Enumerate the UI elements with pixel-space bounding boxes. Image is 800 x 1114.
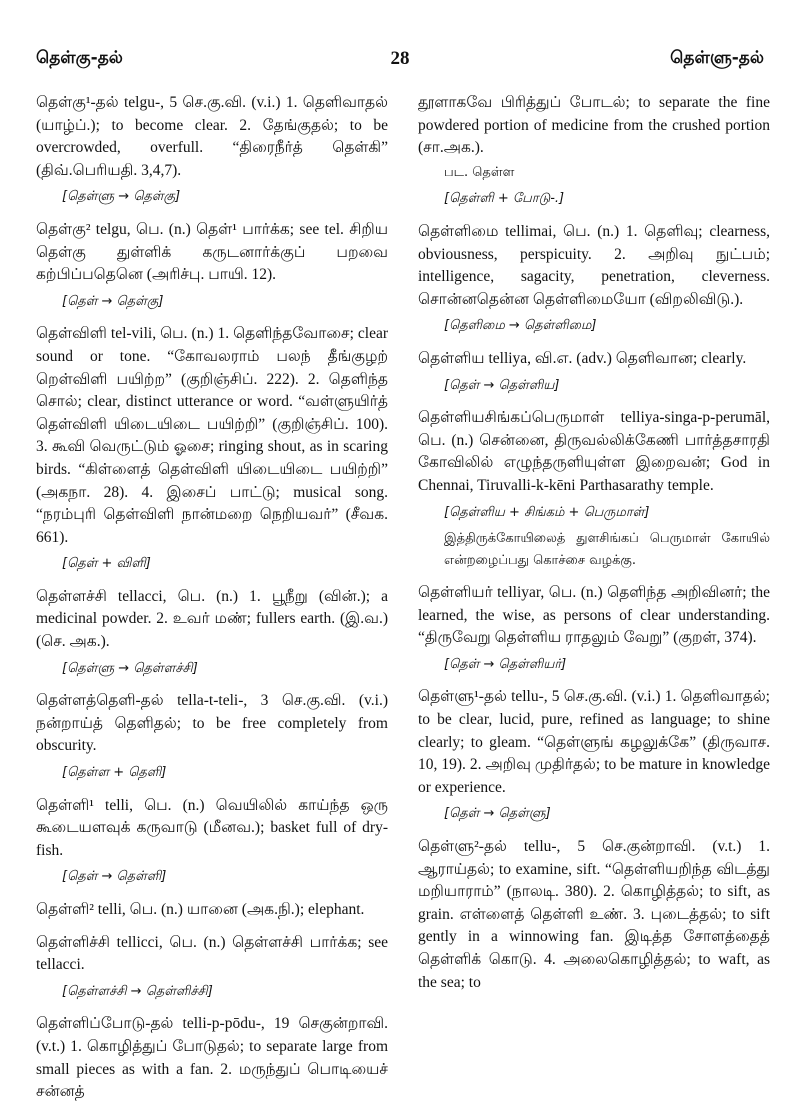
entry-body: தெள்ளியர் telliyar, பெ. (n.) தெளிந்த அறிவினர்; the learned, the wise, as persons of clear understanding. “திருவேறு தெள்ளிய ராதலும் வேறு” (குறள், 374).: [418, 584, 770, 647]
entry-body: தெள்ளிய telliya, வி.எ. (adv.) தெளிவான; clearly.: [418, 349, 747, 367]
entry-body: தெள்கு² telgu, பெ. (n.) தெள்¹ பார்க்க; see tel. சிறிய தெள்கு துள்ளிக் கருடனார்க்குப் பறவை கற்பிப்பதெனெ (அரிச்பு. பாயி. 12).: [36, 220, 388, 284]
dictionary-entry: [418, 686, 770, 826]
dictionary-entry: [418, 836, 770, 994]
entry-etymology: [தெள்ளி + போடு-.]: [444, 191, 565, 207]
entry-etymology: [தெள் → தெள்ளு]: [444, 806, 551, 822]
entry-etymology: [தெளிமை → தெள்ளிமை]: [444, 318, 597, 334]
dictionary-entry: [36, 899, 388, 922]
dictionary-entry: [36, 1013, 388, 1103]
running-head-left: தெள்கு-தல்: [36, 48, 123, 68]
entry-etymology: [தெள்ளச்சி → தெள்ளிச்சி]: [62, 983, 213, 999]
entry-note: இத்திருக்கோயிலைத் துளசிங்கப் பெருமாள் கோயில் என்றழைப்பது கொச்சை வழக்கு.: [444, 531, 770, 569]
dictionary-entry: [36, 586, 388, 680]
entry-etymology: [தெள்ளு → தெள்கு]: [62, 189, 181, 205]
dictionary-entry: [36, 690, 388, 784]
entry-body: தெள்கு¹-தல் telgu-, 5 செ.கு.வி. (v.i.) 1. தெளிவாதல் (யாழ்ப்.); to become clear. 2. தேங்குதல்; to be overcrowded, overfull. “திரைநீர்த் தெள்கி” (திவ்.பெரியதி. 3,4,7).: [36, 94, 388, 179]
entry-body: தெள்ளத்தெளி-தல் tella-t-teli-, 3 செ.கு.வி. (v.i.) நன்றாய்த் தெளிதல்; to be free completely from obscurity.: [36, 692, 388, 755]
entry-etymology: [தெள்ள + தெளி]: [62, 765, 167, 781]
dictionary-entry: [36, 219, 388, 313]
entry-body: தூளாகவே பிரித்துப் போடல்; to separate the fine powdered portion of medicine from the crushed portion (சா.அக.).: [418, 94, 770, 157]
entry-cognate: பட. தெள்ள: [444, 164, 515, 180]
entry-etymology: [தெள் → தெள்ளிய]: [444, 377, 560, 393]
entry-body: தெள்ளி² telli, பெ. (n.) யானை (அக.நி.); elephant.: [36, 901, 365, 918]
entry-body: தெள்ளிச்சி tellicci, பெ. (n.) தெள்ளச்சி பார்க்க; see tellacci.: [36, 933, 388, 974]
entry-body: தெள்ளு²-தல் tellu-, 5 செ.குன்றாவி. (v.t.) 1. ஆராய்தல்; to examine, sift. “தெள்ளியறிந்த விடத்து மறியாராம்” (நாலடி. 380). 2. கொழித்தல்; to sift, as grain. எள்ளைத் தெள்ளி உண். 3. புடைத்தல்; to sift gently in a winnowing fan. இடித்த சோளத்தைத் தெள்ளிக் கொடு. 4. அலைகொழித்தல்; to waft, as the sea; to: [418, 838, 770, 991]
dictionary-entry: [418, 92, 770, 211]
running-head-right: தெள்ளு-தல்: [670, 48, 764, 68]
dictionary-entry: [36, 92, 388, 209]
entry-body: தெள்ளி¹ telli, பெ. (n.) வெயிலில் காய்ந்த ஒரு கூடையளவுக் கருவாடு (மீனவ.); basket full of dry-fish.: [36, 796, 388, 859]
dictionary-entry: [36, 932, 388, 1004]
dictionary-entry: [36, 795, 388, 889]
entry-body: தெள்ளிமை tellimai, பெ. (n.) 1. தெளிவு; clearness, obviousness, perspicuity. 2. அறிவு நுட்பம்; intelligence, sagacity, penetration, cleverness. சொன்னதென்ன தெள்ளிமையோ (விறலிவிடு.).: [418, 222, 770, 308]
entry-etymology: [தெள்ளிய + சிங்கம் + பெருமாள்]: [444, 504, 650, 520]
dictionary-entry: [418, 582, 770, 676]
entry-etymology: [தெள்ளு → தெள்ளச்சி]: [62, 660, 198, 676]
dictionary-entry: [36, 323, 388, 576]
page-header: [30, 48, 770, 78]
entry-body: தெள்ளிப்போடு-தல் telli-p-pōdu-, 19 செகுன்றாவி. (v.t.) 1. கொழித்துப் போடுதல்; to separate large from small pieces as with a fan. 2. மருந்துப் பொடியைச் சன்னத்: [36, 1015, 388, 1101]
page-number: 28: [390, 48, 410, 69]
dictionary-entry: [418, 348, 770, 397]
dictionary-entry: [418, 221, 770, 338]
dictionary-entry: [418, 407, 770, 572]
right-column: [418, 92, 770, 1004]
left-column: [36, 92, 388, 1114]
entry-body: தெள்ளு¹-தல் tellu-, 5 செ.கு.வி. (v.i.) 1. தெளிவாதல்; to be clear, lucid, pure, refined as language; to shine clearly; to gleam. “தெள்ளுங் கழலுக்கே” (திருவாச. 10, 19). 2. அறிவு முதிர்தல்; to be mature in knowledge or experience.: [418, 688, 770, 796]
entry-etymology: [தெள் → தெள்ளி]: [62, 869, 167, 885]
entry-etymology: [தெள் → தெள்ளியர்]: [444, 656, 567, 672]
entry-body: தெள்ளியசிங்கப்பெருமாள் telliya-singa-p-perumāl, பெ. (n.) சென்னை, திருவல்லிக்கேணி பார்த்தசாரதி கோவிலில் எழுந்தருளியுள்ள இறைவன்; God in Chennai, Tiruvalli-k-kēni Parthasarathy temple.: [418, 409, 770, 494]
entry-etymology: [தெள் + விளி]: [62, 556, 151, 572]
entry-body: தெள்விளி tel-vili, பெ. (n.) 1. தெளிந்தவோசை; clear sound or tone. “கோவலராம் பலந் தீங்குழற் றெள்விளி பயிற்ற” (குறிஞ்சிப். 222). 2. தெளிந்த சொல்; clear, distinct utterance or word. “வள்ளுயிர்த் தெள்விளி யிடையிடை பயிற்றி” (குறிஞ்சிப். 100). 3. கூவி வெருட்டும் ஓசை; ringing shout, as in scaring birds. “கிள்ளைத் தெள்விளி யிடையிடை பயிற்றி” (அகநா. 28). 4. இசைப் பாட்டு; musical song. “நரம்புரி தெள்விளி நான்மறை நெறியவர்” (சீவக. 661).: [36, 325, 388, 546]
entry-body: தெள்ளச்சி tellacci, பெ. (n.) 1. பூநீறு (வின்.); a medicinal powder. 2. உவர் மண்; fullers earth. (இ.வ.) (செ. அக.).: [36, 587, 388, 651]
entry-etymology: [தெள் → தெள்கு]: [62, 293, 164, 309]
